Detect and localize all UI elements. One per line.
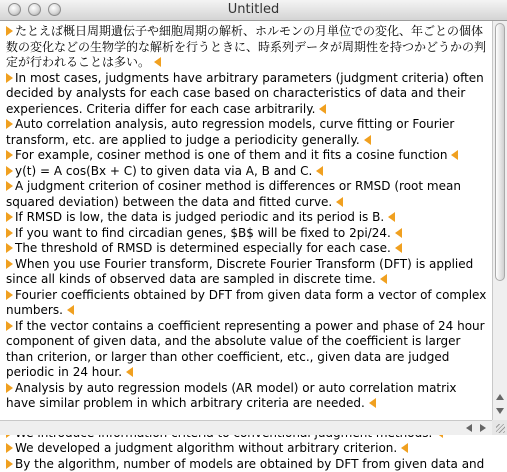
paragraph-start-icon	[6, 259, 13, 269]
paragraph-end-icon	[336, 197, 343, 207]
window-title: Untitled	[0, 2, 507, 17]
paragraph-text: When you use Fourier transform, Discrete Fourier Transform (DFT) is applied since all kinds of observed data are sampled in discrete time.	[6, 257, 473, 287]
paragraph-text: For example, cosiner method is one of them and it fits a cosine function	[15, 148, 447, 162]
paragraph-end-icon	[401, 443, 408, 453]
paragraph[interactable]	[6, 148, 488, 164]
paragraph-start-icon	[6, 119, 13, 129]
scroll-up-arrow-icon[interactable]	[496, 394, 504, 400]
paragraph-start-icon	[6, 243, 13, 253]
paragraph[interactable]	[6, 441, 488, 457]
paragraph-end-icon	[154, 57, 161, 67]
paragraph-start-icon	[6, 212, 13, 222]
paragraph-end-icon	[380, 274, 387, 284]
paragraph-end-icon	[395, 243, 402, 253]
resize-handle[interactable]	[492, 420, 507, 435]
paragraph[interactable]	[6, 288, 488, 319]
vertical-scroll-thumb[interactable]	[495, 23, 505, 281]
text-editor-area[interactable]	[0, 21, 492, 420]
paragraph-text: If RMSD is low, the data is judged periodic and its period is B.	[15, 210, 384, 224]
paragraph[interactable]	[6, 241, 488, 257]
paragraph-end-icon	[451, 150, 458, 160]
paragraph[interactable]	[6, 71, 488, 118]
paragraph-start-icon	[6, 383, 13, 393]
scroll-right-arrow-icon[interactable]	[480, 424, 486, 432]
paragraph-text: If the vector contains a coefficient representing a power and phase of 24 hour component of given data, and the absolute value of the coefficient is larger than criterion, or larger than other coefficient, etc., given data are judged periodic in 24 hour.	[6, 319, 485, 380]
scroll-left-arrow-icon[interactable]	[466, 424, 472, 432]
paragraph-start-icon	[6, 166, 13, 176]
paragraph-text: We developed a judgment algorithm without arbitrary criterion.	[15, 441, 397, 455]
paragraph-start-icon	[6, 181, 13, 191]
paragraph-text: The threshold of RMSD is determined especially for each case.	[15, 241, 391, 255]
paragraph-start-icon	[6, 459, 13, 469]
paragraph-text: In most cases, judgments have arbitrary parameters (judgment criteria) often decided by analysts for each case based on characteristics of data and their experiences. Criteria differ for each case arbitrarily.	[6, 71, 484, 116]
paragraph-end-icon	[388, 212, 395, 222]
paragraph[interactable]	[6, 257, 488, 288]
paragraph[interactable]	[6, 226, 488, 242]
paragraph-start-icon	[6, 228, 13, 238]
paragraph[interactable]	[6, 117, 488, 148]
paragraph-start-icon	[6, 150, 13, 160]
paragraph-end-icon	[316, 166, 323, 176]
paragraph-end-icon	[67, 305, 74, 315]
paragraph-start-icon	[6, 290, 13, 300]
paragraph-start-icon	[6, 26, 13, 36]
paragraph[interactable]	[6, 381, 488, 412]
paragraph-end-icon	[319, 104, 326, 114]
scroll-down-arrow-icon[interactable]	[496, 408, 504, 414]
title-bar[interactable]	[0, 0, 507, 21]
paragraph-text: たとえば概日周期遺伝子や細胞周期の解析、ホルモンの月単位での変化、年ごとの個体数の変化などの生物学的な解析を行うときに、時系列データが周期性を持つかどうかの判定が行われることは多い。	[6, 24, 486, 69]
paragraph[interactable]	[6, 457, 488, 472]
paragraph-end-icon	[395, 228, 402, 238]
paragraph-start-icon	[6, 73, 13, 83]
paragraph-start-icon	[6, 443, 13, 453]
paragraph-text: A judgment criterion of cosiner method is differences or RMSD (root mean squared deviation) between the data and fitted curve.	[6, 179, 461, 209]
paragraph-text: y(t) = A cos(Bx + C) to given data via A, B and C.	[15, 164, 312, 178]
paragraph[interactable]	[6, 210, 488, 226]
paragraph-start-icon	[6, 321, 13, 331]
paragraph[interactable]	[6, 319, 488, 381]
paragraph-text: Fourier coefficients obtained by DFT from given data form a vector of complex numbers.	[6, 288, 486, 318]
paragraph-text: By the algorithm, number of models are obtained by DFT from given data and	[15, 457, 484, 471]
document-text[interactable]	[0, 21, 492, 472]
resize-grip-icon	[496, 424, 505, 433]
paragraph[interactable]	[6, 24, 488, 71]
paragraph-end-icon	[364, 135, 371, 145]
paragraph-end-icon	[126, 367, 133, 377]
paragraph-text: Analysis by auto regression models (AR model) or auto correlation matrix have similar problem in which arbitrary criteria are needed.	[6, 381, 457, 411]
paragraph[interactable]	[6, 164, 488, 180]
paragraph-text: If you want to find circadian genes, $B$ will be fixed to 2pi/24.	[15, 226, 391, 240]
paragraph-end-icon	[369, 398, 376, 408]
paragraph[interactable]	[6, 179, 488, 210]
horizontal-scrollbar[interactable]	[0, 420, 492, 435]
vertical-scrollbar[interactable]	[492, 21, 507, 420]
paragraph-text: Auto correlation analysis, auto regression models, curve fitting or Fourier transform, etc. are applied to judge a periodicity generally.	[6, 117, 454, 147]
